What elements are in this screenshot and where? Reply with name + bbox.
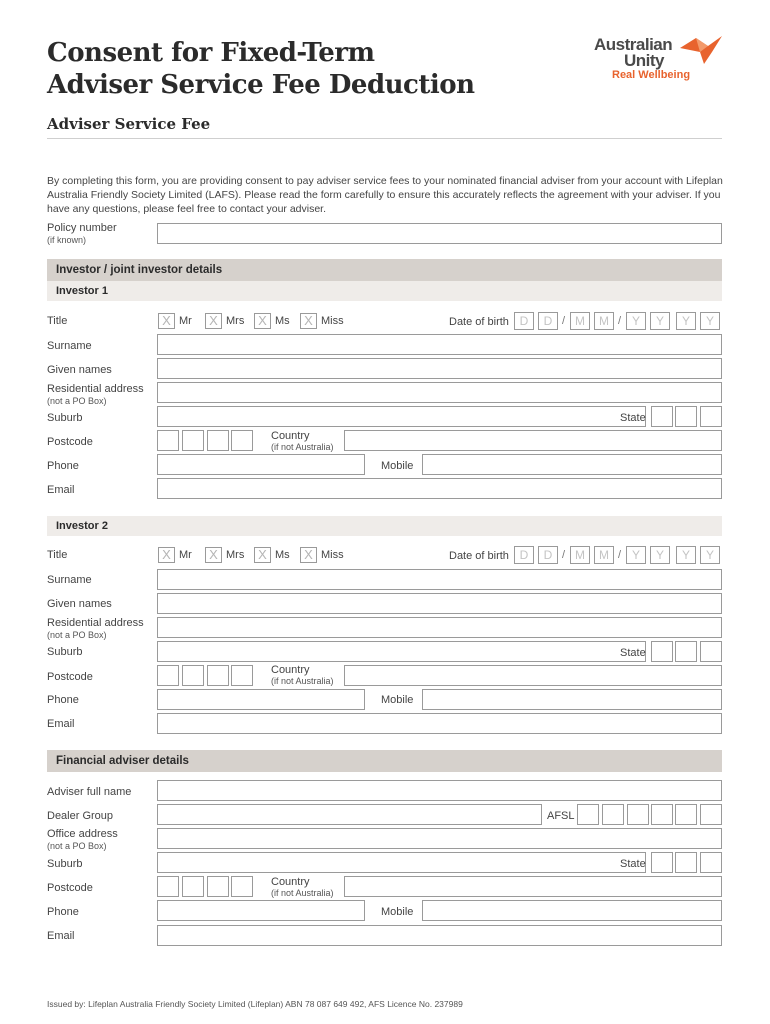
investor1-suburb-label: Suburb [47,412,83,424]
header-divider [47,138,722,139]
investor2-state-label: State [620,647,646,659]
logo-tagline: Real Wellbeing [612,69,691,81]
investor2-mobile-input[interactable] [422,689,722,710]
page-title-line2: Adviser Service Fee Deduction [47,70,475,100]
investor2-phone-input[interactable] [157,689,365,710]
investor2-suburb-label: Suburb [47,646,83,658]
adviser-country-sublabel: (if not Australia) [271,888,334,898]
investor2-state-box1[interactable] [651,641,673,662]
investor2-address-label: Residential address [47,617,144,629]
investor1-mobile-input[interactable] [422,454,722,475]
investor2-dob-month1[interactable]: M [570,546,590,564]
investor2-postcode-label: Postcode [47,671,93,683]
investor2-surname-input[interactable] [157,569,722,590]
investor2-state-box2[interactable] [675,641,697,662]
investor2-country-label: Country [271,664,310,676]
investor2-surname-label: Surname [47,574,92,586]
investor1-title-miss-label: Miss [321,315,344,327]
investor1-email-input[interactable] [157,478,722,499]
investor2-dob-year3[interactable]: Y [676,546,696,564]
investor2-postcode-box3[interactable] [207,665,229,686]
investor1-phone-label: Phone [47,460,79,472]
afsl-box5[interactable] [675,804,697,825]
investor1-postcode-box4[interactable] [231,430,253,451]
investor1-dob-day2[interactable]: D [538,312,558,330]
investor1-title-ms-checkbox[interactable]: X [254,313,271,329]
investor2-phone-label: Phone [47,694,79,706]
investor2-country-sublabel: (if not Australia) [271,676,334,686]
investor1-title-mrs-label: Mrs [226,315,245,327]
investor1-title-mrs-checkbox[interactable]: X [205,313,222,329]
investor2-heading: Investor 2 [47,516,722,536]
adviser-section-header: Financial adviser details [47,750,722,772]
investor1-dob-month1[interactable]: M [570,312,590,330]
investor1-address-sublabel: (not a PO Box) [47,396,107,406]
adviser-mobile-label: Mobile [381,906,414,918]
investor1-address-input[interactable] [157,382,722,403]
investor1-state-box3[interactable] [700,406,722,427]
brand-logo [592,34,727,84]
investor1-dob-day1[interactable]: D [514,312,534,330]
investor1-title-miss-checkbox[interactable]: X [300,313,317,329]
investor-section-header: Investor / joint investor details [47,259,722,281]
afsl-box6[interactable] [700,804,722,825]
investor1-postcode-label: Postcode [47,436,93,448]
adviser-email-input[interactable] [157,925,722,946]
investor1-phone-input[interactable] [157,454,365,475]
afsl-box2[interactable] [602,804,624,825]
investor2-title-mr-checkbox[interactable]: X [158,547,175,563]
policy-number-label: Policy number [47,222,117,234]
adviser-postcode-box3[interactable] [207,876,229,897]
investor1-state-label: State [620,412,646,424]
adviser-postcode-label: Postcode [47,882,93,894]
investor2-state-box3[interactable] [700,641,722,662]
adviser-country-input[interactable] [344,876,722,897]
investor1-state-box2[interactable] [675,406,697,427]
office-address-input[interactable] [157,828,722,849]
dealer-group-label: Dealer Group [47,810,114,822]
investor2-title-miss-label: Miss [321,549,344,561]
investor1-dob-year2[interactable]: Y [650,312,670,330]
investor1-dob-month2[interactable]: M [594,312,614,330]
investor2-title-ms-checkbox[interactable]: X [254,547,271,563]
adviser-email-label: Email [47,930,75,942]
investor2-dob-sep1: / [562,549,566,561]
investor1-country-input[interactable] [344,430,722,451]
policy-number-input[interactable] [157,223,722,244]
investor1-dob-sep1: / [562,315,566,327]
investor2-suburb-input[interactable] [157,641,646,662]
adviser-full-name-label: Adviser full name [47,786,132,798]
intro-paragraph: By completing this form, you are providing consent to pay adviser service fees to your nominated financial adviser from your account with Lifeplan Australia Friendly Society Limited (LAFS). Please read the form carefully to ensure this accurately reflects the agreement with your adviser. If you have any questions, please feel free to contact your adviser. [47,175,723,215]
kite-bird-icon [678,34,724,66]
investor1-suburb-input[interactable] [157,406,646,427]
investor2-title-mrs-label: Mrs [226,549,245,561]
investor2-postcode-box1[interactable] [157,665,179,686]
investor2-dob-label: Date of birth [449,550,509,562]
logo-text-line2: Unity [624,51,664,70]
investor1-given-names-input[interactable] [157,358,722,379]
adviser-country-label: Country [271,876,310,888]
investor1-country-sublabel: (if not Australia) [271,442,334,452]
investor1-postcode-box2[interactable] [182,430,204,451]
investor1-title-mr-checkbox[interactable]: X [158,313,175,329]
logo-text-line1: Australian [594,35,673,54]
afsl-box3[interactable] [627,804,649,825]
investor1-postcode-box3[interactable] [207,430,229,451]
investor2-dob-year1[interactable]: Y [626,546,646,564]
investor1-state-box1[interactable] [651,406,673,427]
investor1-address-label: Residential address [47,383,144,395]
investor2-mobile-label: Mobile [381,694,414,706]
investor1-surname-input[interactable] [157,334,722,355]
investor2-dob-sep2: / [618,549,622,561]
section-subtitle: Adviser Service Fee [47,115,211,133]
adviser-full-name-input[interactable] [157,780,722,801]
investor1-dob-year1[interactable]: Y [626,312,646,330]
adviser-mobile-input[interactable] [422,900,722,921]
investor1-postcode-box1[interactable] [157,430,179,451]
adviser-phone-label: Phone [47,906,79,918]
investor2-postcode-box2[interactable] [182,665,204,686]
adviser-suburb-input[interactable] [157,852,646,873]
investor2-given-names-label: Given names [47,598,112,610]
investor1-title-label: Title [47,315,68,327]
adviser-postcode-box4[interactable] [231,876,253,897]
investor2-dob-year4[interactable]: Y [700,546,720,564]
investor1-title-ms-label: Ms [275,315,290,327]
investor2-title-mr-label: Mr [179,549,192,561]
office-address-label: Office address [47,828,118,840]
afsl-box4[interactable] [651,804,673,825]
investor1-given-names-label: Given names [47,364,112,376]
investor2-dob-month2[interactable]: M [594,546,614,564]
investor1-dob-year3[interactable]: Y [676,312,696,330]
afsl-box1[interactable] [577,804,599,825]
dealer-group-input[interactable] [157,804,542,825]
investor1-surname-label: Surname [47,340,92,352]
adviser-postcode-box1[interactable] [157,876,179,897]
policy-number-sublabel: (if known) [47,235,87,245]
footer-issuer: Issued by: Lifeplan Australia Friendly Society Limited (Lifeplan) ABN 78 087 649 492, AFS Licence No. 237989 [47,999,463,1009]
adviser-postcode-box2[interactable] [182,876,204,897]
investor2-dob-day1[interactable]: D [514,546,534,564]
investor2-title-mrs-checkbox[interactable]: X [205,547,222,563]
investor2-title-label: Title [47,549,68,561]
investor2-dob-year2[interactable]: Y [650,546,670,564]
investor2-address-input[interactable] [157,617,722,638]
page-title-line1: Consent for Fixed-Term [47,38,375,68]
adviser-state-label: State [620,858,646,870]
office-address-sublabel: (not a PO Box) [47,841,107,851]
investor1-title-mr-label: Mr [179,315,192,327]
investor2-email-input[interactable] [157,713,722,734]
investor2-email-label: Email [47,718,75,730]
investor2-given-names-input[interactable] [157,593,722,614]
investor1-dob-label: Date of birth [449,316,509,328]
investor2-postcode-box4[interactable] [231,665,253,686]
investor1-heading: Investor 1 [47,281,722,301]
investor1-mobile-label: Mobile [381,460,414,472]
adviser-state-box3[interactable] [700,852,722,873]
investor2-title-miss-checkbox[interactable]: X [300,547,317,563]
investor2-dob-day2[interactable]: D [538,546,558,564]
investor2-address-sublabel: (not a PO Box) [47,630,107,640]
investor1-dob-year4[interactable]: Y [700,312,720,330]
investor1-dob-sep2: / [618,315,622,327]
investor2-country-input[interactable] [344,665,722,686]
adviser-state-box1[interactable] [651,852,673,873]
adviser-phone-input[interactable] [157,900,365,921]
adviser-state-box2[interactable] [675,852,697,873]
adviser-suburb-label: Suburb [47,858,83,870]
investor1-country-label: Country [271,430,310,442]
investor2-title-ms-label: Ms [275,549,290,561]
afsl-label: AFSL [547,810,575,822]
investor1-email-label: Email [47,484,75,496]
